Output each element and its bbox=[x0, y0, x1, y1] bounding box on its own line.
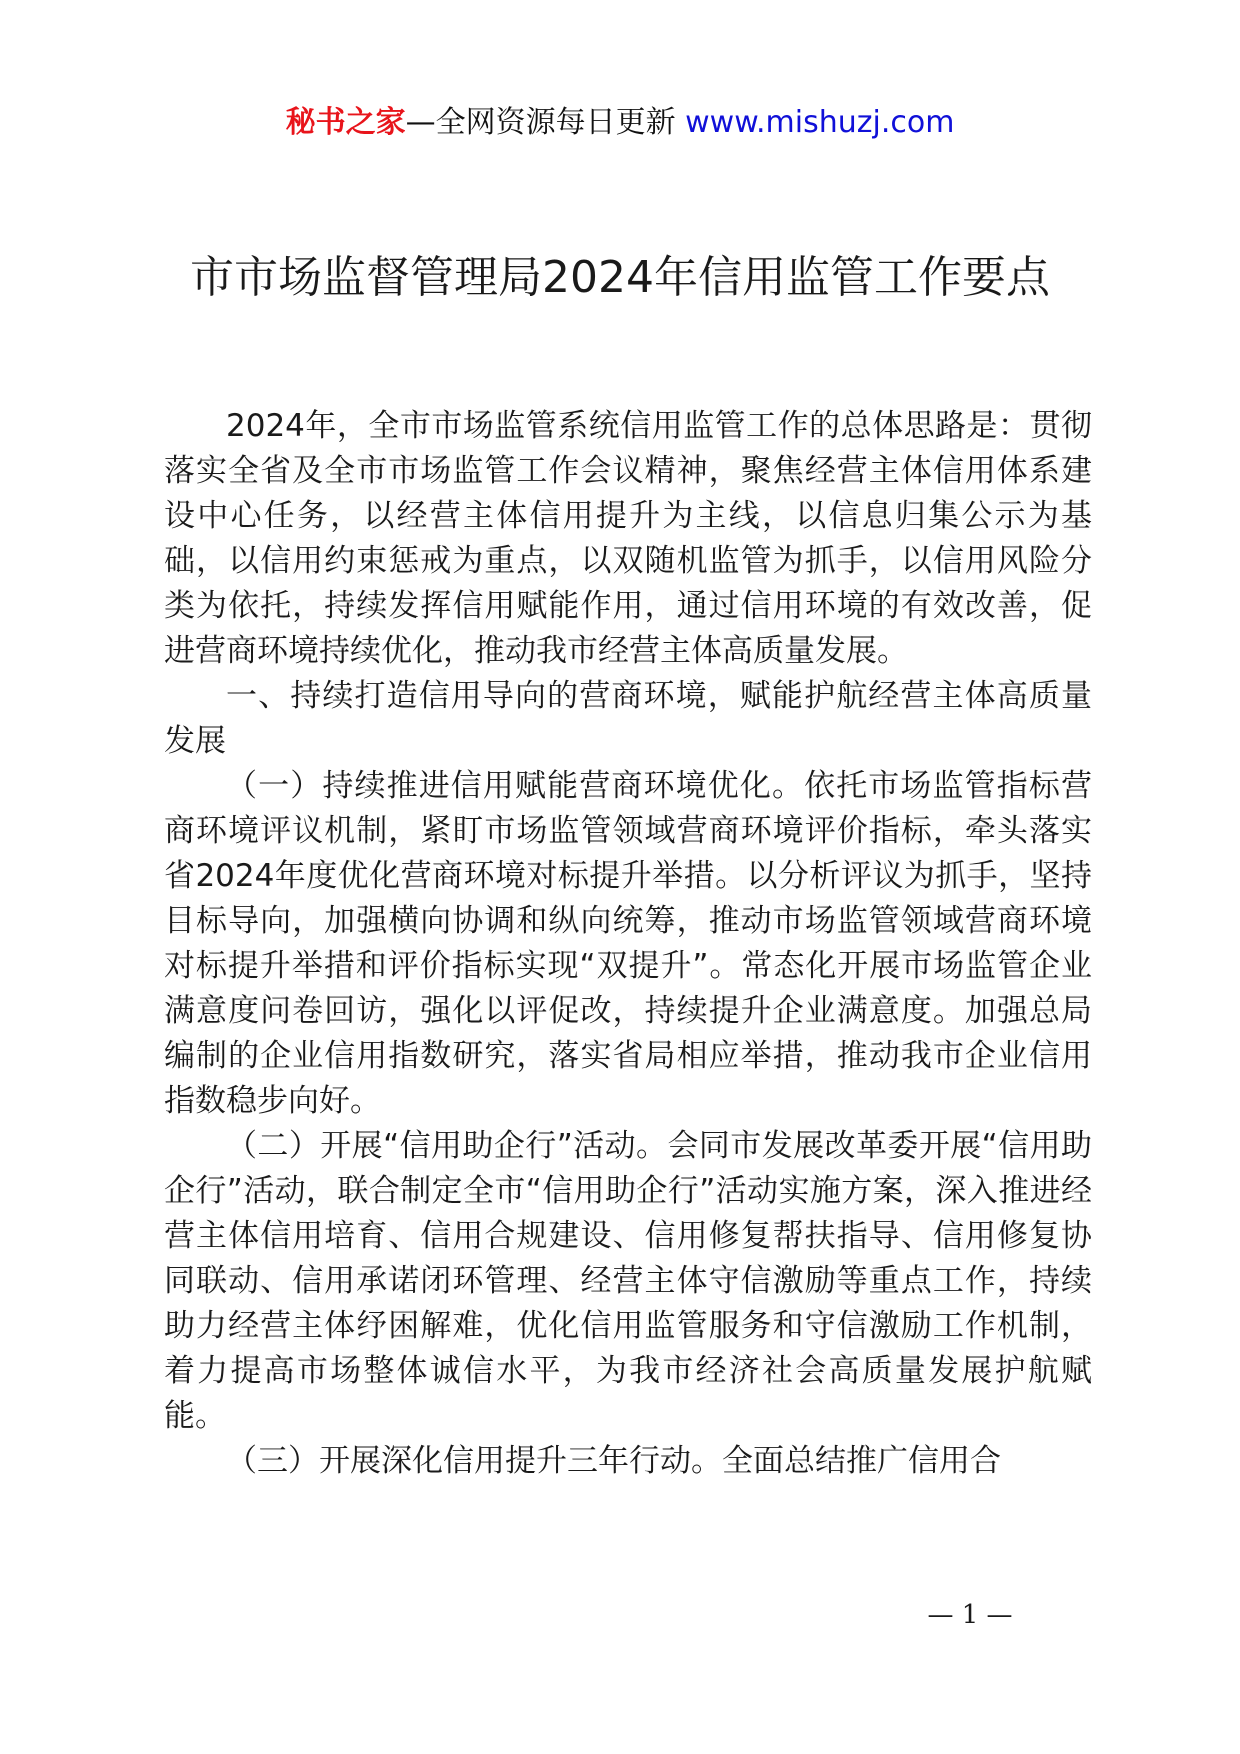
site-brand: 秘书之家 bbox=[285, 105, 406, 140]
site-slogan: —全网资源每日更新 bbox=[405, 105, 676, 140]
subsection-paragraph-2: （二）开展“信用助企行”活动。会同市发展改革委开展“信用助企行”活动，联合制定全市“信用助企行”活动实施方案，深入推进经营主体信用培育、信用合规建设、信用修复帮扶指导、信用修复协同联动、信用承诺闭环管理、经营主体守信激励等重点工作，持续助力经营主体纾困解难，优化信用监管服务和守信激励工作机制，着力提高市场整体诚信水平，为我市经济社会高质量发展护航赋能。 bbox=[164, 1128, 1092, 1434]
site-url-link[interactable]: www.mishuzj.com bbox=[685, 105, 955, 140]
page-number: — 1 — bbox=[927, 1600, 1013, 1630]
subsection-paragraph-3: （三）开展深化信用提升三年行动。全面总结推广信用合 bbox=[226, 1443, 1001, 1479]
site-header bbox=[0, 98, 1240, 148]
intro-paragraph: 2024年，全市市场监管系统信用监管工作的总体思路是：贯彻落实全省及全市市场监管工作会议精神，聚焦经营主体信用体系建设中心任务，以经营主体信用提升为主线，以信息归集公示为基础，以信用约束惩戒为重点，以双随机监管为抓手，以信用风险分类为依托，持续发挥信用赋能作用，通过信用环境的有效改善，促进营商环境持续优化，推动我市经营主体高质量发展。 bbox=[164, 408, 1092, 669]
section-heading-1: 一、持续打造信用导向的营商环境，赋能护航经营主体高质量发展 bbox=[164, 678, 1092, 759]
subsection-paragraph-1: （一）持续推进信用赋能营商环境优化。依托市场监管指标营商环境评议机制，紧盯市场监管领域营商环境评价指标，牵头落实省2024年度优化营商环境对标提升举措。以分析评议为抓手，坚持目标导向，加强横向协调和纵向统筹，推动市场监管领域营商环境对标提升举措和评价指标实现“双提升”。常态化开展市场监管企业满意度问卷回访，强化以评促改，持续提升企业满意度。加强总局编制的企业信用指数研究，落实省局相应举措，推动我市企业信用指数稳步向好。 bbox=[164, 768, 1092, 1119]
document-title: 市市场监督管理局2024年信用监管工作要点 bbox=[190, 252, 1050, 303]
document-body bbox=[164, 404, 1092, 1484]
